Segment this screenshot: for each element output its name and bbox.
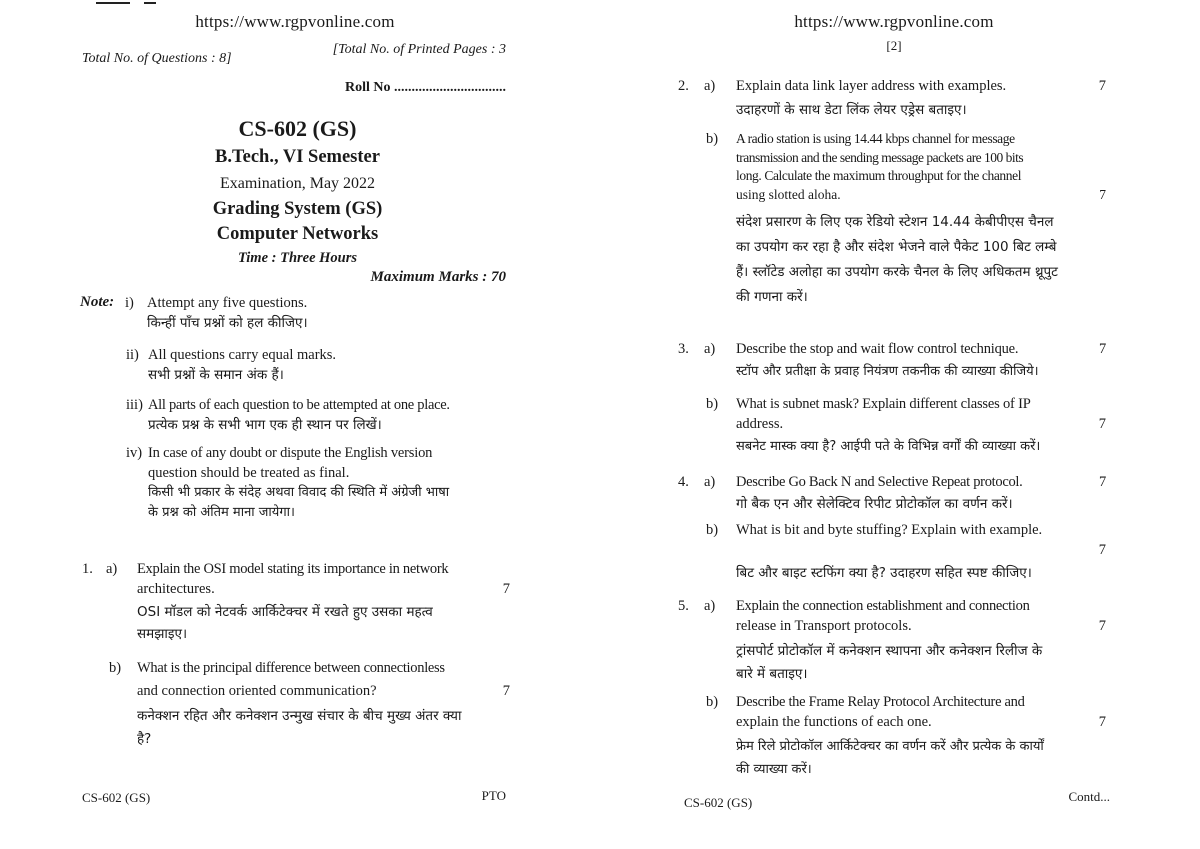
question-2 — [678, 76, 1106, 310]
page-url: https://www.rgpvonline.com — [195, 12, 395, 31]
page-url: https://www.rgpvonline.com — [794, 12, 994, 31]
question-text-en: What is the principal difference between connectionless — [137, 660, 445, 676]
footer-pto: PTO — [481, 788, 506, 803]
question-text-en: What is subnet mask? Explain different classes of IP — [736, 396, 1031, 412]
question-text-hi: बिट और बाइट स्टफिंग क्या है? उदाहरण सहित स्पष्ट कीजिए। — [736, 565, 1032, 581]
part-label: a) — [106, 561, 118, 577]
exam-page-1 — [80, 0, 510, 849]
part-label: a) — [704, 598, 716, 614]
part-label: b) — [706, 396, 719, 412]
question-marks: 7 — [1098, 618, 1106, 634]
question-marks: 7 — [1098, 714, 1106, 730]
question-text-en: and connection oriented communication? — [137, 683, 377, 699]
note-text-en: question should be treated as final. — [148, 465, 350, 481]
note-text-hi: किसी भी प्रकार के संदेह अथवा विवाद की स्थिति में अंग्रेजी भाषा — [148, 485, 450, 500]
question-3 — [678, 339, 1106, 457]
question-text-hi: का उपयोग कर रहा है और संदेश भेजने वाले पैकेट 100 बिट लम्बे — [736, 239, 1057, 255]
question-text-hi: स्टॉप और प्रतीक्षा के प्रवाह नियंत्रण तकनीक की व्याख्या कीजिये। — [736, 364, 1039, 379]
question-4 — [678, 472, 1106, 583]
question-marks: 7 — [502, 581, 510, 597]
note-label: Note: — [80, 294, 115, 310]
question-marks: 7 — [1098, 416, 1106, 432]
question-text-en — [82, 681, 510, 701]
question-text-en: architectures. — [137, 581, 215, 597]
total-questions: Total No. of Questions : 8] — [82, 51, 232, 66]
footer-course-code: CS-602 (GS) — [82, 790, 151, 805]
question-marks: 7 — [1098, 341, 1106, 357]
question-text-en: Describe the Frame Relay Protocol Architecture and — [736, 694, 1025, 710]
question-text-en — [82, 579, 510, 599]
question-number: 5. — [678, 598, 689, 614]
note-text-en: In case of any doubt or dispute the English version — [148, 445, 433, 461]
question-text-en: address. — [736, 416, 784, 432]
question-text-en: using slotted aloha. — [736, 186, 841, 202]
question-marks: 7 — [1099, 474, 1106, 490]
question-text-hi: हैं। स्लॉटेड अलोहा का उपयोग करके चैनल के लिए अधिकतम थ्रूपुट — [736, 264, 1058, 280]
note-number: iii) — [126, 397, 143, 413]
part-label: a) — [704, 78, 716, 94]
program-title: B.Tech., VI Semester — [215, 147, 380, 167]
question-line — [678, 472, 1106, 492]
part-label: b) — [109, 660, 122, 676]
part-label: a) — [704, 474, 716, 490]
question-text-hi: समझाइए। — [137, 626, 188, 642]
part-label: b) — [706, 522, 719, 538]
question-line — [678, 616, 1106, 636]
question-text-hi: है? — [137, 731, 152, 747]
exam-page-2 — [678, 0, 1110, 849]
maximum-marks: Maximum Marks : 70 — [370, 269, 506, 285]
question-number: 4. — [678, 474, 689, 490]
note-item — [125, 293, 505, 333]
question-line — [678, 712, 1106, 732]
question-text-hi: संदेश प्रसारण के लिए एक रेडियो स्टेशन 14.44 केबीपीएस चैनल — [736, 214, 1054, 230]
question-text-en: long. Calculate the maximum throughput for the channel — [736, 168, 1022, 183]
question-5 — [678, 596, 1106, 781]
question-text-en: explain the functions of each one. — [736, 714, 932, 730]
note-item — [126, 345, 506, 385]
footer-contd: Contd... — [1068, 789, 1110, 804]
question-line — [678, 414, 1106, 434]
note-number: i) — [125, 295, 134, 311]
question-text-hi: गो बैक एन और सेलेक्टिव रिपीट प्रोटोकॉल का वर्णन करें। — [736, 496, 1013, 512]
note-number: ii) — [126, 347, 139, 363]
subject-title: Computer Networks — [216, 224, 379, 244]
question-text-en: transmission and the sending message packets are 100 bits — [736, 149, 1024, 165]
question-number: 1. — [82, 561, 93, 577]
note-text-hi: के प्रश्न को अंतिम माना जायेगा। — [148, 505, 295, 520]
note-text-hi: सभी प्रश्नों के समान अंक हैं। — [148, 367, 284, 383]
question-text-en: Describe the stop and wait flow control technique. — [736, 341, 1019, 357]
footer-course-code: CS-602 (GS) — [684, 795, 753, 810]
question-line — [678, 540, 1106, 558]
question-text-hi: ट्रांसपोर्ट प्रोटोकॉल में कनेक्शन स्थापना और कनेक्शन रिलीज के — [736, 643, 1043, 659]
question-text-en: Explain the OSI model stating its importance in network — [137, 561, 449, 577]
part-label: b) — [706, 694, 719, 710]
question-text-hi: की गणना करें। — [736, 289, 808, 305]
note-number: iv) — [126, 445, 143, 461]
question-text-hi: बारे में बताइए। — [736, 666, 808, 682]
question-marks: 7 — [502, 683, 510, 699]
roll-number-field: Roll No ................................ — [345, 80, 506, 95]
question-text-hi: उदाहरणों के साथ डेटा लिंक लेयर एड्रेस बताइए। — [736, 102, 967, 118]
note-item — [126, 443, 511, 523]
question-text-en: release in Transport protocols. — [736, 618, 912, 634]
question-line — [678, 76, 1106, 96]
question-text-en: Explain data link layer address with examples. — [736, 78, 1007, 94]
note-text-en: Attempt any five questions. — [147, 295, 308, 311]
course-code: CS-602 (GS) — [238, 116, 357, 141]
part-label: a) — [704, 341, 716, 357]
question-marks: 7 — [1099, 186, 1106, 202]
question-line — [678, 186, 1106, 205]
question-text-en: What is bit and byte stuffing? Explain with example. — [736, 522, 1043, 538]
note-text-hi: किन्हीं पाँच प्रश्नों को हल कीजिए। — [147, 315, 308, 331]
question-text-en: Describe Go Back N and Selective Repeat protocol. — [736, 474, 1023, 490]
question-text-hi: कनेक्शन रहित और कनेक्शन उन्मुख संचार के बीच मुख्य अंतर क्या — [137, 708, 462, 724]
note-text-en: All parts of each question to be attempted at one place. — [148, 397, 450, 413]
note-text-en: All questions carry equal marks. — [148, 347, 337, 363]
question-text-hi: सबनेट मास्क क्या है? आईपी पते के विभिन्न वर्गों की व्याख्या करें। — [736, 439, 1041, 454]
note-text-hi: प्रत्येक प्रश्न के सभी भाग एक ही स्थान पर लिखें। — [148, 417, 382, 433]
question-1 — [82, 559, 510, 749]
part-label: b) — [706, 131, 719, 147]
question-marks: 7 — [1098, 78, 1106, 94]
examination-date: Examination, May 2022 — [219, 175, 376, 192]
question-text-hi: फ्रेम रिले प्रोटोकॉल आर्किटेक्चर का वर्णन करें और प्रत्येक के कार्यों — [736, 739, 1044, 754]
total-pages: [Total No. of Printed Pages : 3 — [332, 42, 506, 57]
question-number: 3. — [678, 341, 689, 357]
question-text-hi: की व्याख्या करें। — [736, 762, 812, 777]
question-marks: 7 — [1098, 542, 1106, 558]
page-number: [2] — [886, 38, 902, 53]
question-number: 2. — [678, 78, 689, 94]
question-text-en: A radio station is using 14.44 kbps channel for message — [736, 131, 1015, 146]
question-text-hi: OSI मॉडल को नेटवर्क आर्किटेक्चर में रखते हुए उसका महत्व — [137, 604, 433, 620]
grading-system: Grading System (GS) — [212, 199, 383, 219]
question-line — [678, 339, 1106, 359]
note-item — [126, 395, 511, 435]
exam-duration: Time : Three Hours — [237, 250, 358, 266]
question-text-en: Explain the connection establishment and connection — [736, 598, 1030, 614]
